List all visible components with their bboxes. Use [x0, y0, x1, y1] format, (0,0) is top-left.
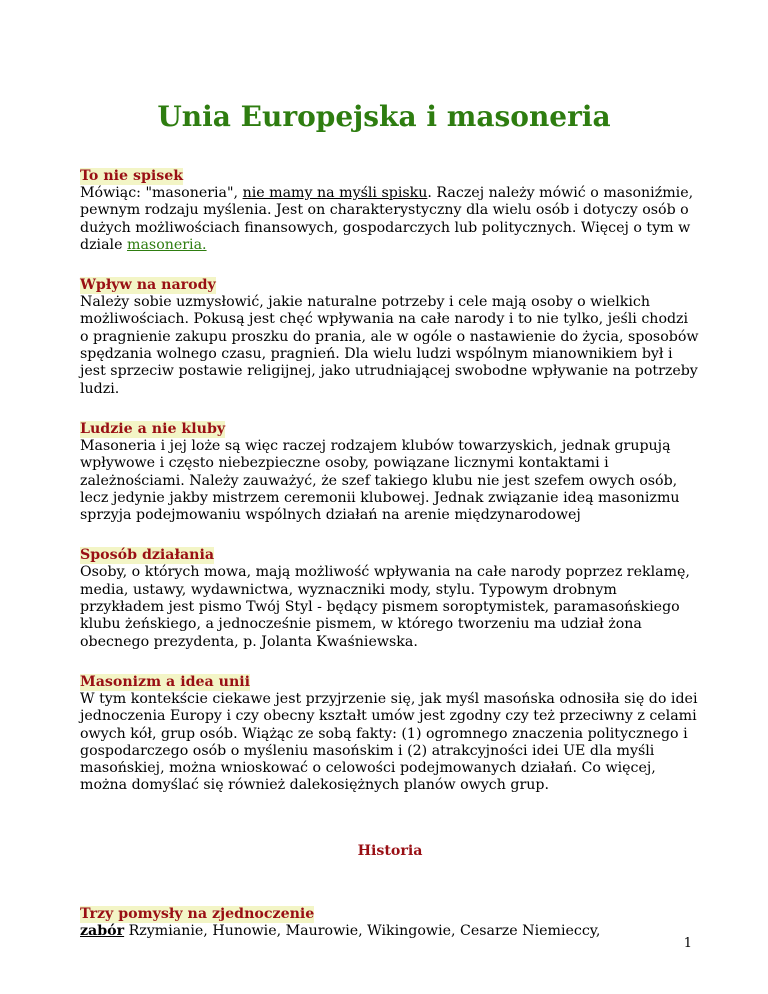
section-heading: Ludzie a nie kluby — [80, 420, 226, 437]
history-heading: Historia — [357, 842, 423, 859]
section-to-nie-spisek — [80, 165, 700, 254]
section-wplyw-na-narody — [80, 274, 700, 398]
section-trzy-pomysly — [80, 903, 700, 940]
section-paragraph: W tym kontekście ciekawe jest przyjrzenie się, jak myśl masońska odnosiła się do idei jednoczenia Europy i czy obecny kształt umów jest zgodny czy też przeciwny z celami owych kół, grup osób. Wiążąc ze sobą fakty: (1) ogromnego znaczenia politycznego i gospodarczego osób o myśleniu masońskim i (2) atrakcyjności idei UE dla myśli masońskiej, można wnioskować o celowości podejmowanych działań. Co więcej, można domyślać się również dalekosiężnych planów owych grup. — [80, 690, 698, 794]
paragraph-text: Rzymianie, Hunowie, Maurowie, Wikingowie, Cesarze Niemieccy, — [124, 922, 601, 939]
page-number: 1 — [683, 936, 692, 951]
section-heading: To nie spisek — [80, 168, 184, 184]
paragraph-text: Mówiąc: "masoneria", — [80, 185, 243, 201]
section-ludzie-a-nie-kluby — [80, 418, 700, 524]
section-masonizm-a-idea-unii — [80, 671, 700, 795]
document-body — [80, 165, 700, 960]
section-paragraph: Osoby, o których mowa, mają możliwość wpływania na całe narody poprzez reklamę, media, ustawy, wydawnictwa, wyznaczniki mody, stylu. Typowym drobnym przykładem jest pismo Twój Styl - będący pismem soroptymistek, paramasońskiego klubu żeńskiego, a jednocześnie pismem, w którego tworzeniu ma udział żona obecnego prezydenta, p. Jolanta Kwaśniewska. — [80, 564, 690, 650]
section-heading: Sposób działania — [80, 547, 215, 564]
page-title: Unia Europejska i masoneria — [157, 100, 611, 133]
section-paragraph — [80, 923, 700, 940]
section-heading: Trzy pomysły na zjednoczenie — [80, 905, 315, 922]
underlined-phrase: nie mamy na myśli spisku — [242, 185, 428, 201]
section-heading: Masonizm a idea unii — [80, 673, 251, 690]
section-paragraph: Należy sobie uzmysłowić, jakie naturalne potrzeby i cele mają osoby o wielkich możliwościach. Pokusą jest chęć wpływania na całe narody i to nie tylko, jeśli chodzi o pragnienie zakupu proszku do prania, ale w ogóle o nastawienie do życia, sposobów spędzania wolnego czasu, pragnień. Dla wielu ludzi wspólnym mianownikiem był i jest sprzeciw postawie religijnej, jako utrudniającej swobodne wpływanie na potrzeby ludzi. — [80, 294, 699, 397]
section-paragraph — [80, 185, 700, 254]
lead-word: zabór — [80, 922, 125, 939]
section-heading: Wpływ na narody — [80, 277, 216, 294]
masoneria-link[interactable]: masoneria. — [127, 236, 207, 253]
section-paragraph: Masoneria i jej loże są więc raczej rodzajem klubów towarzyskich, jednak grupują wpływowe i często niebezpieczne osoby, powiązane licznymi kontaktami i zależnościami. Należy zauważyć, że szef takiego klubu nie jest szefem owych osób, lecz jedynie jakby mistrzem ceremonii klubowej. Jednak związanie ideą masonizmu sprzyja podejmowaniu wspólnych działań na arenie międzynarodowej — [80, 437, 680, 524]
paragraph-text: . Raczej należy mówić o masoniźmie, pewnym rodzaju myślenia. Jest on charakterystyczny dla wielu osób i dotyczy osób o dużych możliwościach finansowych, gospodarczych lub politycznych. Więcej o tym w dziale — [80, 185, 694, 253]
section-sposob-dzialania — [80, 544, 700, 650]
